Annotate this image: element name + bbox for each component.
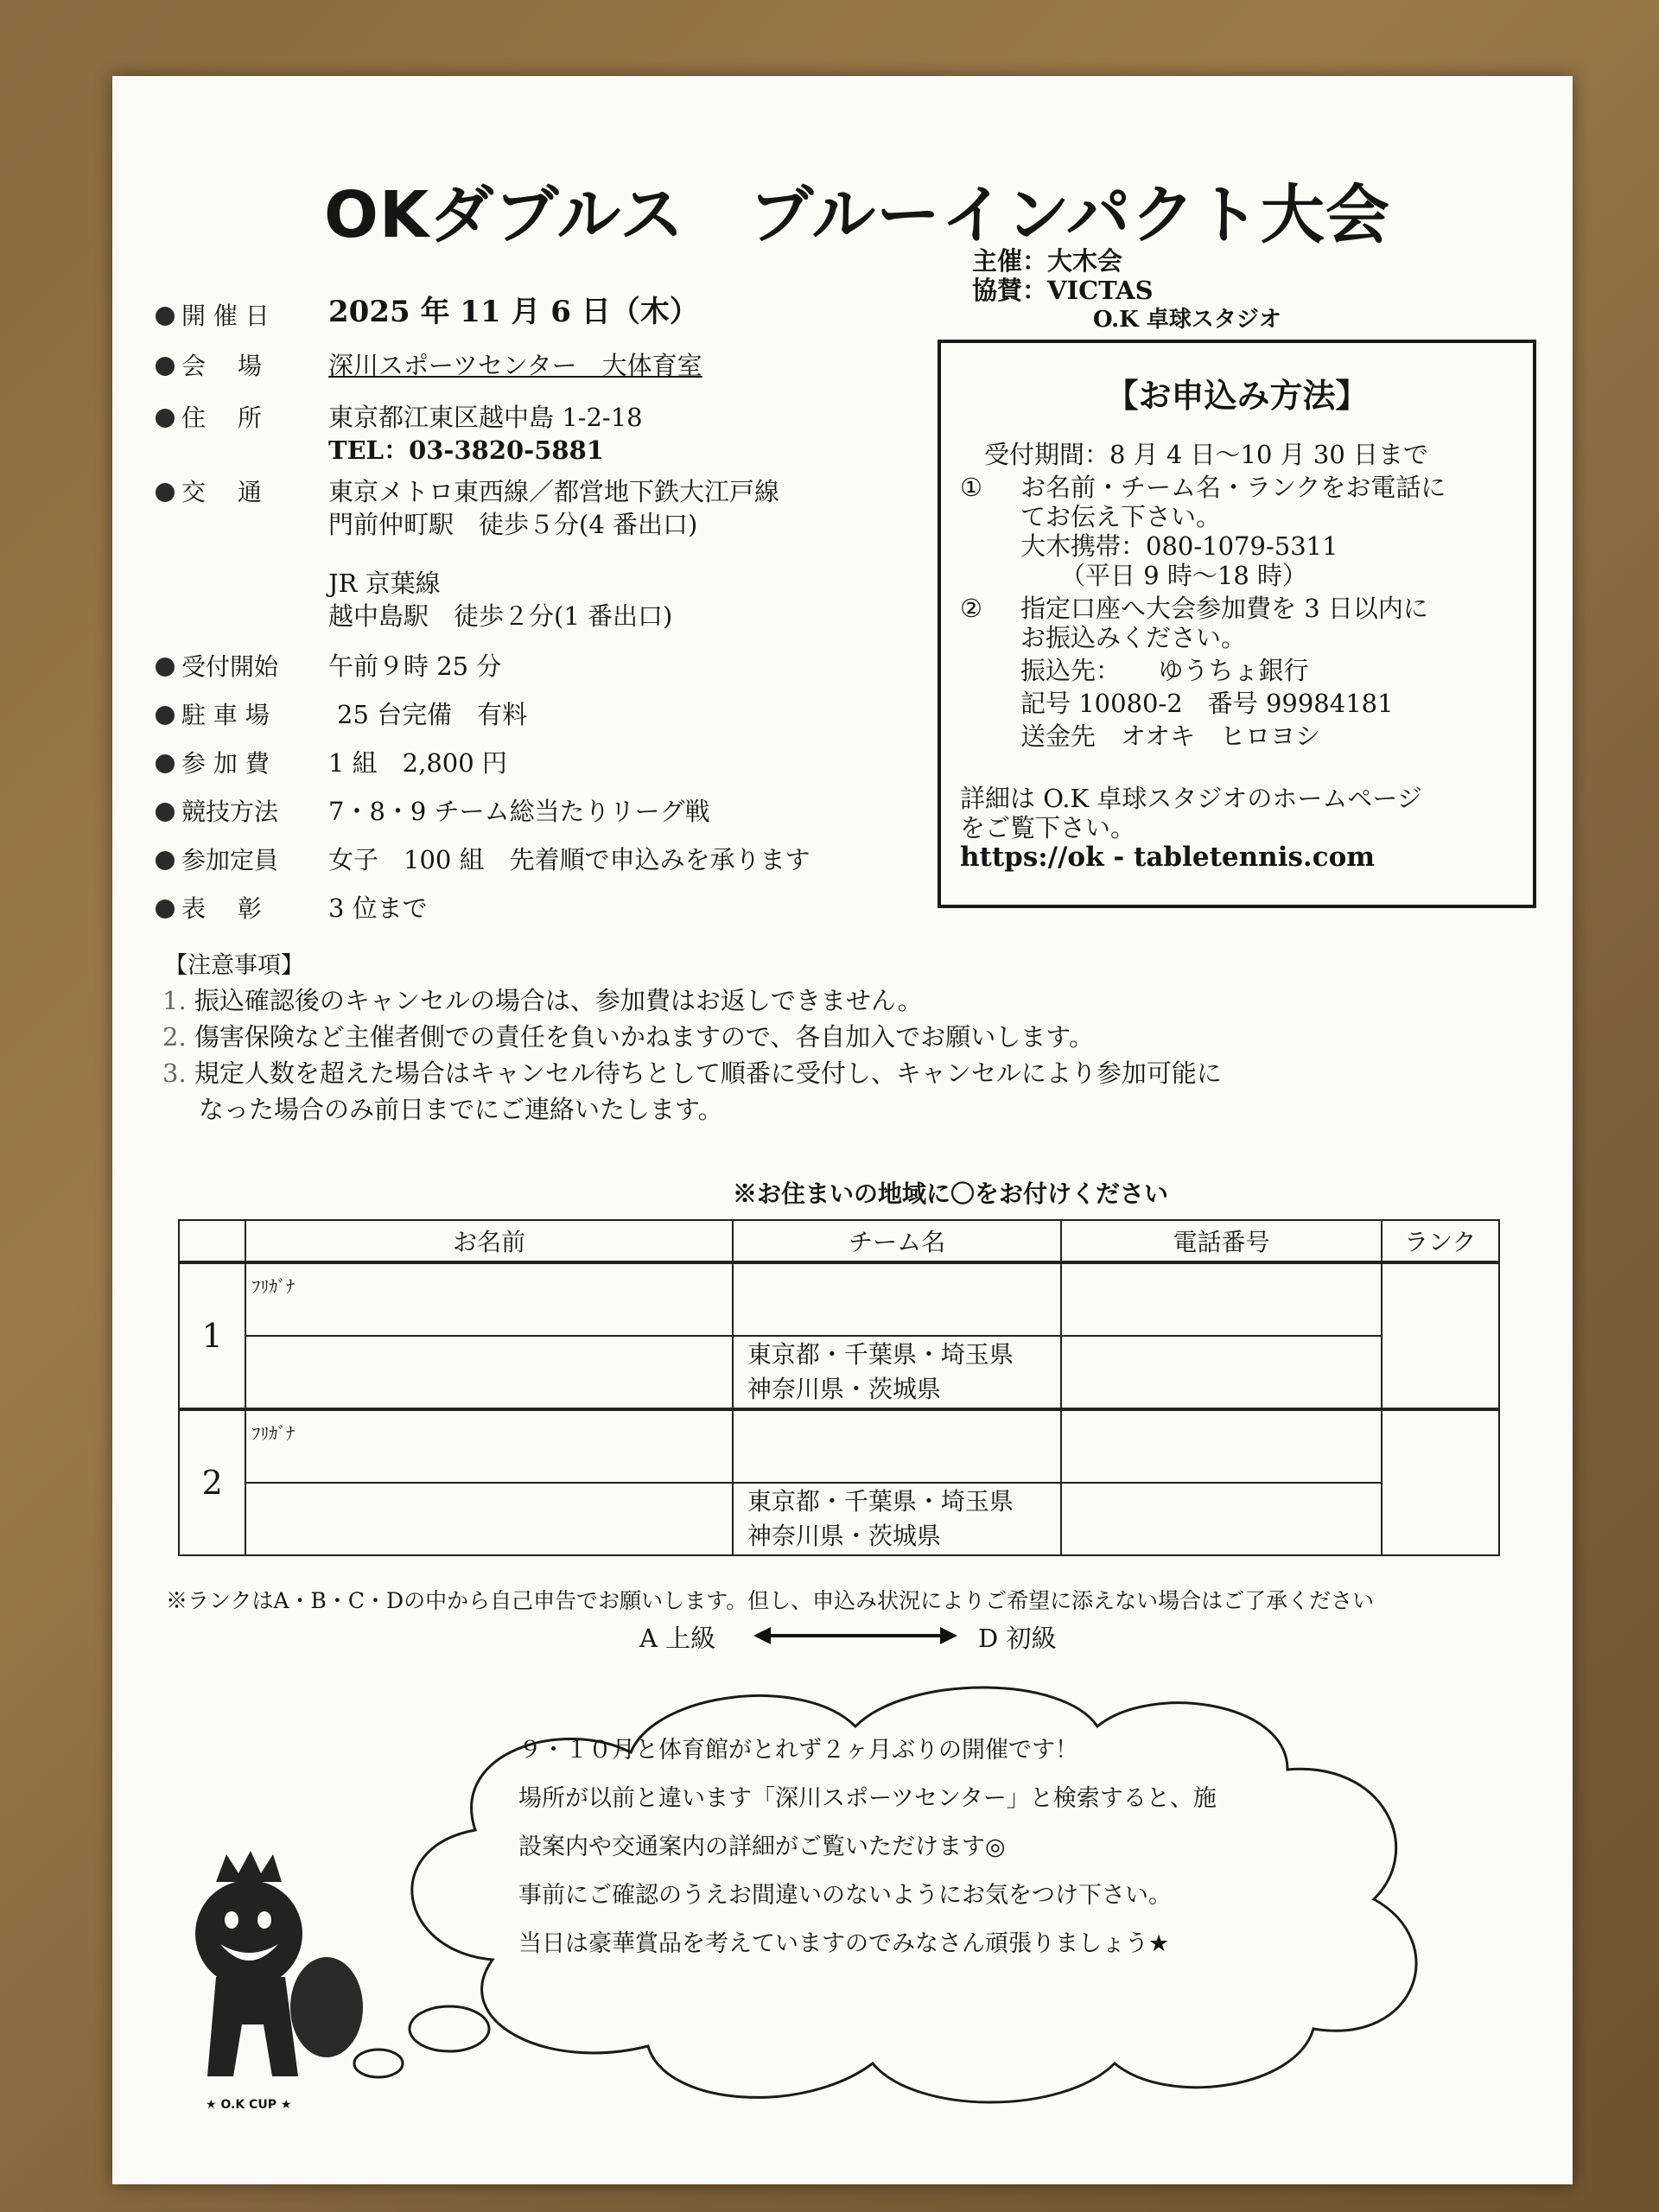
rank-high-label: A 上級 [639,1624,716,1653]
bullet-icon [156,899,175,918]
homepage-link[interactable]: https://ok - tabletennis.com [960,842,1376,873]
rank-low-label: D 初級 [978,1624,1057,1653]
account-number: 記号 10080-2 番号 99984181 [1020,689,1394,718]
message-line: 当日は豪華賞品を考えていますのでみなさん頑張りましょう★ [518,1930,1170,1957]
phone-field-2[interactable] [1061,1336,1381,1409]
furigana-field[interactable]: ﾌﾘｶﾞﾅ [245,1409,733,1483]
detail-parking: 駐 車 場 25 台完備 有料 [156,698,294,732]
rank-field[interactable] [1382,1262,1499,1409]
access-line-4: 越中島駅 徒歩２分(1 番出口) [328,601,673,631]
table-row [179,1409,1499,1483]
phone-field[interactable] [1061,1409,1381,1483]
header-phone: 電話番号 [1061,1220,1381,1262]
table-row [179,1262,1499,1336]
phone-field-2[interactable] [1061,1483,1381,1555]
phone-number: 大木携帯：080-1079-5311 [1020,531,1338,561]
team-field[interactable] [733,1262,1061,1336]
bullet-icon [156,357,175,376]
team-field[interactable] [733,1409,1061,1483]
venue-value: 深川スポーツセンター 大体育室 [328,351,702,380]
name-field[interactable] [245,1483,733,1555]
host-line: 主催：大木会 [972,246,1123,276]
mascot-logo-icon [181,1847,372,2098]
bullet-icon [156,307,175,326]
message-line: ９・１０月と体育館がとれず２ヶ月ぶりの開催です！ [518,1737,1078,1764]
support-line: 協賛：VICTAS [972,276,1154,305]
note-item: 2. 傷害保険など主催者側での責任を負いかねますので、各自加入でお願いします。 [162,1022,1094,1052]
region-select[interactable]: 東京都・千葉県・埼玉県 神奈川県・茨城県 [733,1336,1061,1409]
note-item: 1. 振込確認後のキャンセルの場合は、参加費はお返しできません。 [162,986,923,1015]
row-number: 1 [179,1262,245,1409]
mascot-caption: ★ O.K CUP ★ [206,2098,292,2112]
event-title: OKダブルス ブルーインパクト大会 [324,178,1390,252]
application-title: 【お申込み方法】 [1105,376,1369,415]
name-field[interactable] [245,1336,733,1409]
table-row [179,1336,1499,1409]
flyer-sheet [112,76,1573,2184]
bullet-icon [156,658,175,677]
bullet-icon [156,851,175,870]
access-line-2: 門前仲町駅 徒歩５分(4 番出口) [328,510,698,539]
detail-capacity: 参加定員 女子 100 組 先着順で申込みを承ります [156,843,294,877]
table-header-row [179,1220,1499,1262]
application-box: 【お申込み方法】 受付期間：8 月 4 日～10 月 30 日まで ① お名前・チーム名・ランクをお電話に てお伝え下さい。 大木携帯：080-1079-5311 （平日 9 時～18 時） ② 指定口座へ大会参加費を 3 日以内に お振込みください。 振込先： ゆうちょ銀行 記号 10080-2 番号 99984181 送金先 オオキ ヒロヨシ 詳細は O.K 卓球スタジオのホームページ をご覧下さい。 https://ok - tabletennis.com [938,340,1536,908]
detail-format: 競技方法 7・8・9 チーム総当たりリーグ戦 [156,795,294,829]
bullet-icon [156,409,175,428]
tel-value: TEL：03-3820-5881 [328,435,604,465]
application-period: 受付期間：8 月 4 日～10 月 30 日まで [984,440,1429,469]
detail-access: 交 通 東京メトロ東西線／都営地下鉄大江戸線 門前仲町駅 徒歩５分(4 番出口) JR 京葉線 越中島駅 徒歩２分(1 番出口) [156,475,294,509]
region-select[interactable]: 東京都・千葉県・埼玉県 神奈川県・茨城県 [733,1483,1061,1555]
message-line: 事前にご確認のうえお間違いのないようにお気をつけ下さい。 [518,1882,1172,1909]
address-value: 東京都江東区越中島 1-2-18 [328,403,643,432]
rank-field[interactable] [1382,1409,1499,1555]
entry-form-table [178,1219,1500,1556]
access-line-1: 東京メトロ東西線／都営地下鉄大江戸線 [328,477,780,506]
detail-venue: 会 場 深川スポーツセンター 大体育室 [156,349,294,383]
header-team: チーム名 [733,1220,1061,1262]
detail-fee: 参 加 費 1 組 2,800 円 [156,747,294,780]
row-number: 2 [179,1409,245,1555]
bullet-icon [156,483,175,502]
date-value: 2025 年 11 月 6 日（木） [328,295,699,329]
detail-awards: 表 彰 3 位まで [156,892,294,925]
note-item: 3. 規定人数を超えた場合はキャンセル待ちとして順番に受付し、キャンセルにより参加可能に [162,1058,1222,1088]
message-line: 場所が以前と違います「深川スポーツセンター」と検索すると、施 [518,1785,1217,1812]
region-note: ※お住まいの地域に〇をお付けください [733,1179,1169,1208]
rank-note: ※ランクはA・B・C・Dの中から自己申告でお願いします。但し、申込み状況によりご希望に添えない場合はご了承ください [166,1588,1375,1613]
header-rank: ランク [1382,1220,1499,1262]
double-arrow-icon [752,1623,959,1649]
notes-heading: 【注意事項】 [164,952,304,979]
bullet-icon [156,754,175,773]
detail-reception: 受付開始 午前９時 25 分 [156,650,294,683]
note-item-continued: なった場合のみ前日までにご連絡いたします。 [199,1095,723,1124]
phone-field[interactable] [1061,1262,1381,1336]
bullet-icon [156,706,175,725]
detail-address: 住 所 東京都江東区越中島 1-2-18 TEL：03-3820-5881 [156,401,294,435]
access-line-3: JR 京葉線 [328,569,441,598]
support-line-2: O.K 卓球スタジオ [1093,307,1281,333]
detail-date: 開 催 日 2025 年 11 月 6 日（木） [156,299,294,333]
table-row [179,1483,1499,1555]
furigana-field[interactable]: ﾌﾘｶﾞﾅ [245,1262,733,1336]
message-line: 設案内や交通案内の詳細がご覧いただけます◎ [518,1834,1006,1860]
bullet-icon [156,803,175,822]
header-name: お名前 [245,1220,733,1262]
